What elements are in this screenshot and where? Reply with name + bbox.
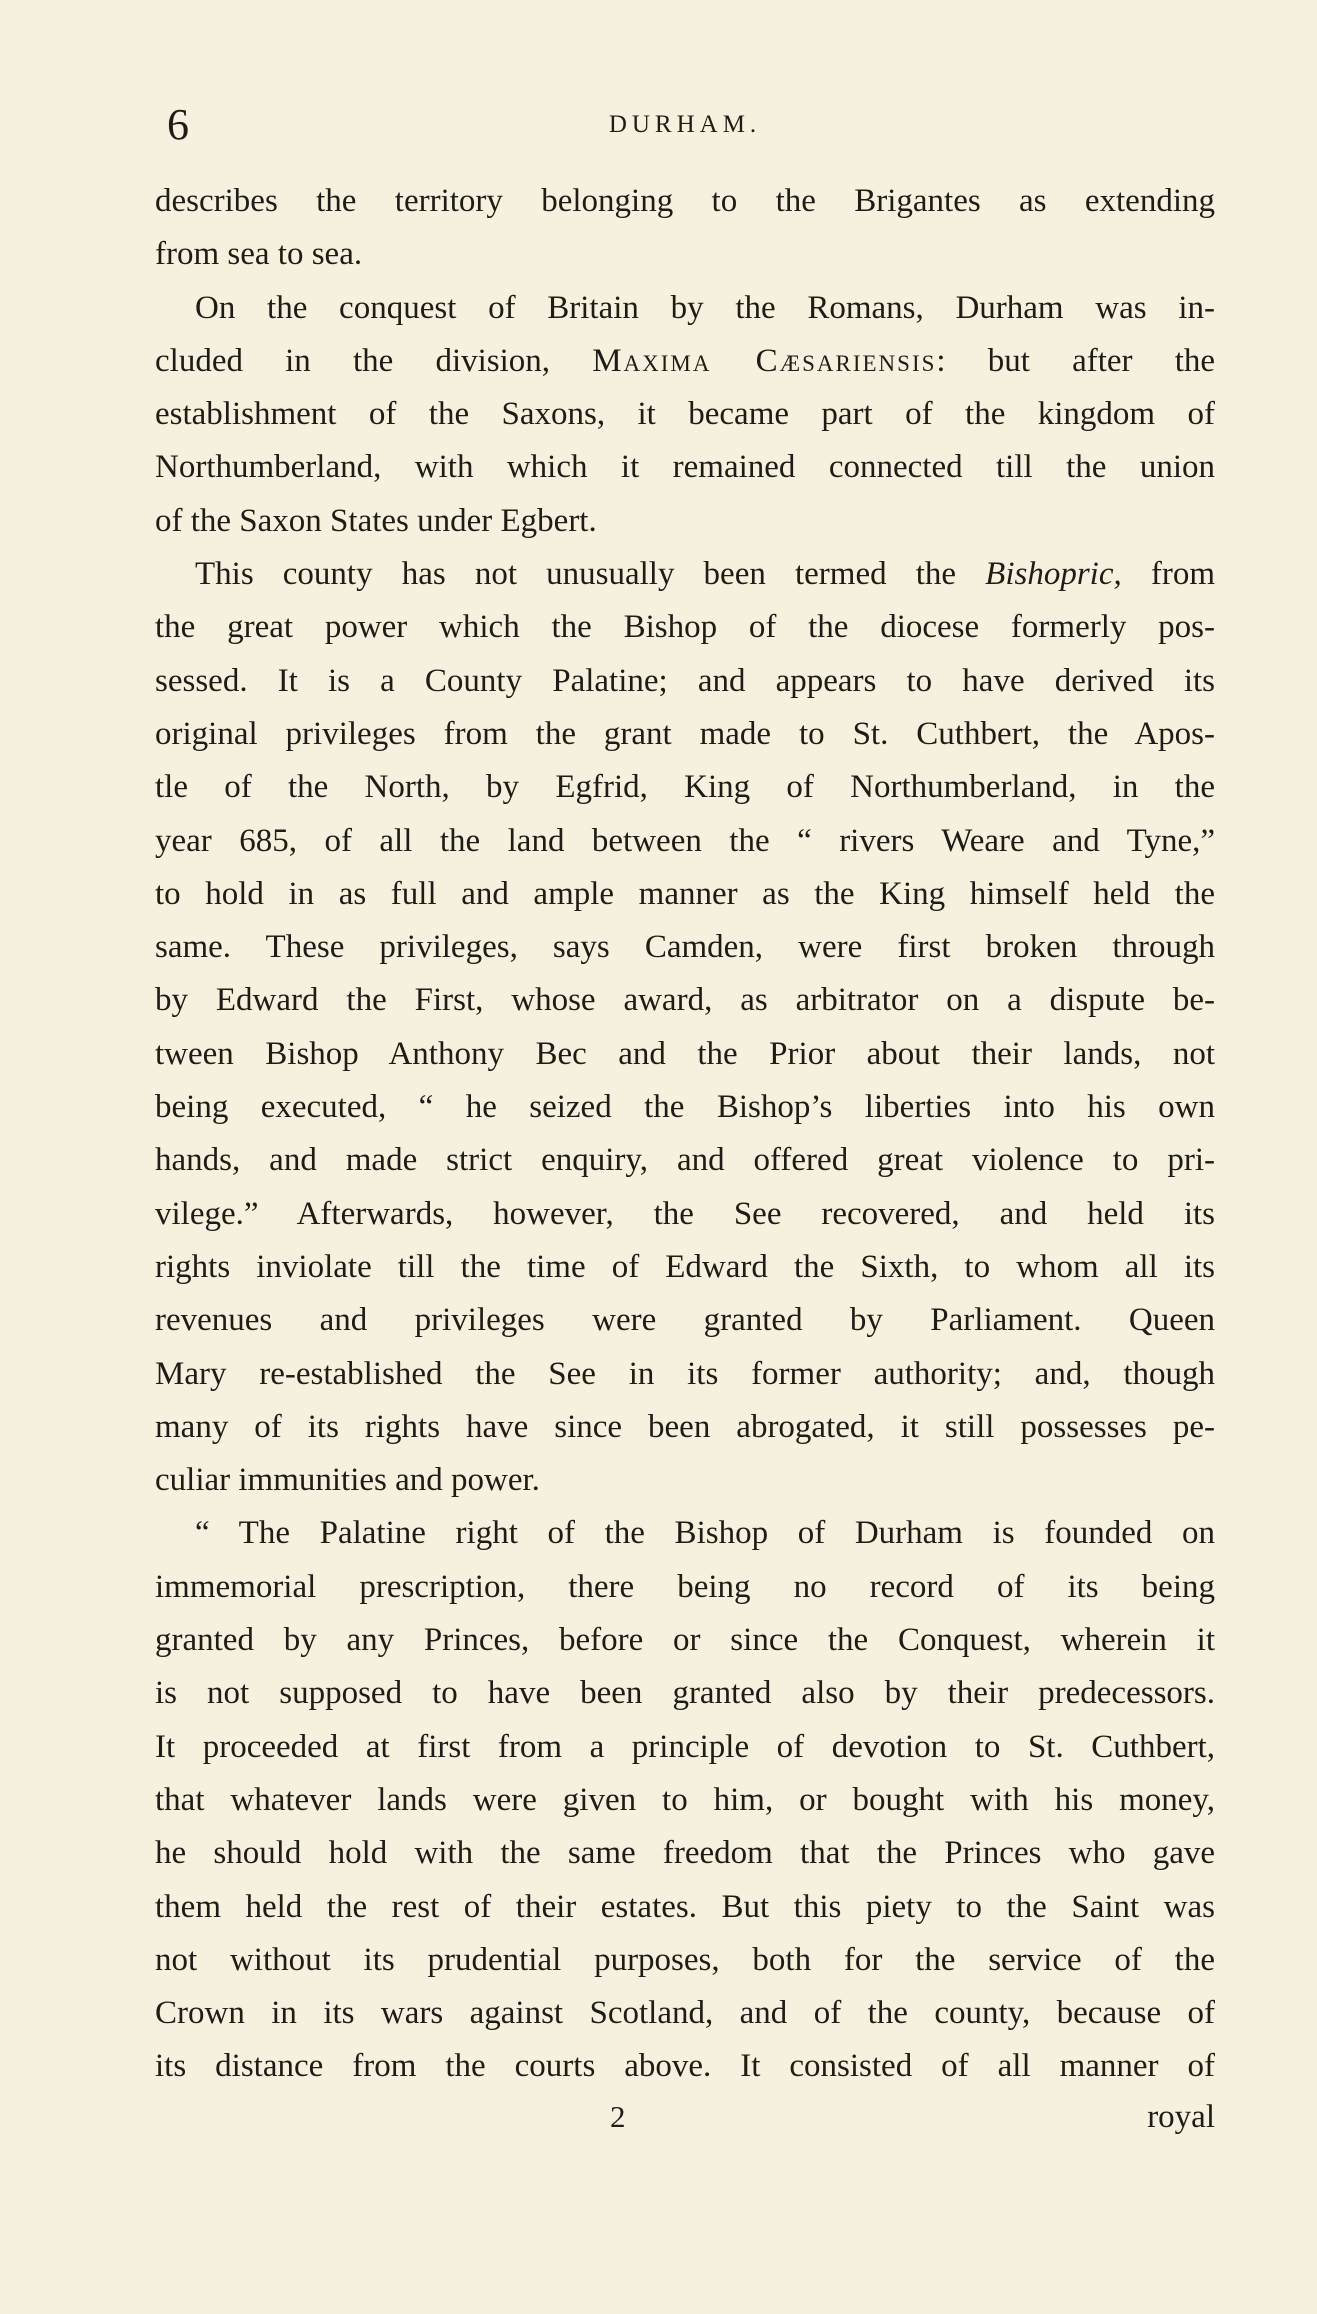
text-line: vilege.” Afterwards, however, the See recovered, and held its	[155, 1195, 1215, 1232]
text-line: tle of the North, by Egfrid, King of Northumberland, in the	[155, 769, 1215, 806]
text-line: original privileges from the grant made to St. Cuthbert, the Apos-	[155, 715, 1215, 752]
text-line: by Edward the First, whose award, as arbitrator on a dispute be-	[155, 982, 1215, 1019]
text-line: Mary re-established the See in its former authority; and, though	[155, 1355, 1215, 1392]
division-name: Maxima Cæsariensis	[592, 342, 937, 379]
text-line: cluded in the division, Maxima Cæsariensis: but after the	[155, 342, 1215, 379]
text-line: revenues and privileges were granted by Parliament. Queen	[155, 1302, 1215, 1339]
text-line: tween Bishop Anthony Bec and the Prior about their lands, not	[155, 1035, 1215, 1072]
text-line: culiar immunities and power.	[155, 1462, 540, 1499]
text-line: them held the rest of their estates. But this piety to the Saint was	[155, 1888, 1215, 1925]
text-line: granted by any Princes, before or since the Conquest, wherein it	[155, 1622, 1215, 1659]
text-line: of the Saxon States under Egbert.	[155, 502, 597, 539]
text-line: is not supposed to have been granted also by their predecessors.	[155, 1675, 1215, 1712]
text-line: immemorial prescription, there being no record of its being	[155, 1568, 1215, 1605]
text-line: sessed. It is a County Palatine; and appears to have derived its	[155, 662, 1215, 699]
running-head: DURHAM.	[608, 111, 762, 138]
text-line: Crown in its wars against Scotland, and of the county, because of	[155, 1995, 1215, 2032]
page-header	[155, 95, 1215, 155]
text-line: Northumberland, with which it remained connected till the union	[155, 449, 1215, 486]
text-line: being executed, “ he seized the Bishop’s liberties into his own	[155, 1089, 1215, 1126]
text-line: describes the territory belonging to the Brigantes as extending	[155, 183, 1215, 219]
text-line: not without its prudential purposes, both for the service of the	[155, 1941, 1215, 1978]
page-footer	[155, 2092, 1215, 2152]
text-line: rights inviolate till the time of Edward the Sixth, to whom all its	[155, 1248, 1215, 1285]
text-line: “ The Palatine right of the Bishop of Durham is founded on	[195, 1515, 1215, 1552]
text-line: he should hold with the same freedom that the Princes who gave	[155, 1835, 1215, 1872]
text-line: It proceeded at first from a principle of devotion to St. Cuthbert,	[155, 1728, 1215, 1765]
text-line: the great power which the Bishop of the diocese formerly pos-	[155, 609, 1215, 646]
text-line: same. These privileges, says Camden, were first broken through	[155, 929, 1215, 966]
catchword: royal	[1147, 2099, 1215, 2135]
text-line: from sea to sea.	[155, 236, 363, 273]
text-line: to hold in as full and ample manner as the King himself held the	[155, 875, 1215, 912]
text-line: its distance from the courts above. It consisted of all manner of	[155, 2048, 1215, 2085]
text-line: year 685, of all the land between the “ rivers Weare and Tyne,”	[155, 822, 1215, 859]
text-line: On the conquest of Britain by the Romans, Durham was in-	[195, 289, 1215, 326]
text-line: establishment of the Saxons, it became part of the kingdom of	[155, 396, 1215, 433]
signature-mark: 2	[610, 2099, 626, 2134]
text-line: This county has not unusually been termed the Bishopric, from	[195, 556, 1215, 593]
body-text	[155, 175, 1215, 2094]
text-line: that whatever lands were given to him, or bought with his money,	[155, 1781, 1215, 1818]
text-line: hands, and made strict enquiry, and offered great violence to pri-	[155, 1142, 1215, 1179]
text-line: many of its rights have since been abrogated, it still possesses pe-	[155, 1408, 1215, 1445]
page-number: 6	[167, 100, 189, 149]
italic-term: Bishopric,	[985, 556, 1122, 593]
